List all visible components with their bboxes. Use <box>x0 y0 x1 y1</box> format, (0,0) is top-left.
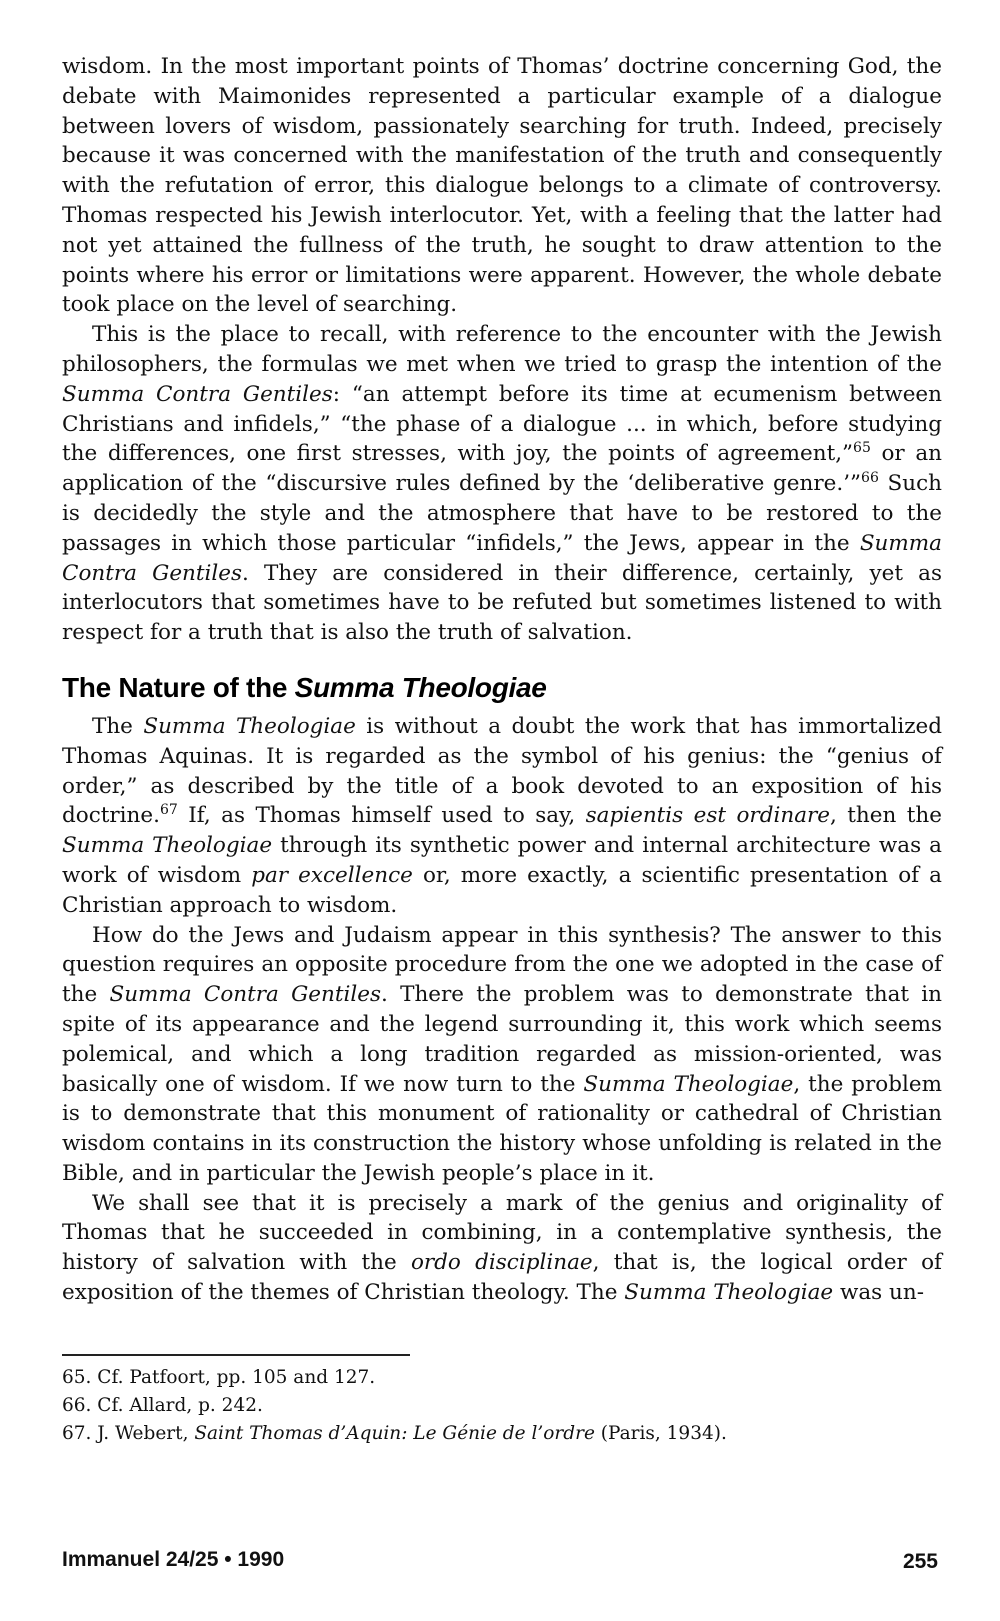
footnote-ref: 66 <box>861 470 879 486</box>
text-run: : “an attempt before its time at ecumenism between Christians and infidels,” “the phase of a dialogue ... in which, before studying the differences, one first stresses, with joy, the points of agreement,” <box>62 381 942 467</box>
footnote <box>62 1364 942 1392</box>
italic-text: Summa Theologiae <box>143 713 356 739</box>
text-run: We shall see that it is precisely a mark of the genius and originality of Thomas that he succeeded in combining, in a contemplative synthesis, the history of salvation with the <box>62 1190 942 1276</box>
text-run: was un- <box>833 1280 925 1306</box>
text-run: wisdom. In the most important points of Thomas’ doctrine concerning God, the debate with Maimonides represented a particular example of a dialogue between lovers of wisdom, passionately searching for truth. Indeed, precisely because it was concerned with the manifestation of the truth and consequently with the refutation of error, this dialogue belongs to a climate of controversy. Thomas respected his Jewish interlocutor. Yet, with a feeling that the latter had not yet attained the fullness of the truth, he sought to draw attention to the points where his error or limitations were apparent. However, the whole debate took place on the level of searching. <box>62 54 942 318</box>
footnote <box>62 1420 942 1448</box>
text-run: , then the <box>830 803 942 829</box>
section-heading <box>62 670 942 706</box>
paragraph <box>62 1189 942 1308</box>
text-run: , that is, the logical order of exposition of the themes of Christian theology. The <box>62 1250 942 1306</box>
italic-text: Summa Theologiae <box>62 833 273 859</box>
footnote-ref: 65 <box>853 440 871 457</box>
text-run: through its synthetic power and internal architecture was a work of wisdom <box>62 833 942 888</box>
text-run: How do the Jews and Judaism appear in this synthesis? The answer to this question requires an opposite procedure from the one we adopted in the case of the <box>62 922 942 1008</box>
italic-text: Summa Theologiae <box>583 1071 794 1097</box>
text-run: 67. J. Webert, <box>62 1423 195 1444</box>
footnote <box>62 1392 942 1420</box>
footnote-divider <box>62 1354 410 1356</box>
paragraphs-bottom <box>62 712 942 1308</box>
text-run: (Paris, 1934). <box>594 1423 727 1444</box>
text-run: is without a doubt the work that has immortalized Thomas Aquinas. It is regarded as the symbol of his genius: the “genius of order,” as described by the title of a book devoted to an exposition of his doctrine. <box>62 713 943 829</box>
text-run: The <box>92 713 144 739</box>
text-run: If, as Thomas himself used to say, <box>177 803 586 829</box>
italic-text: Summa Contra Gentiles <box>62 381 333 407</box>
footnotes <box>62 1364 942 1448</box>
text-run: or, more exactly, a scientific presentation of a Christian approach to wisdom. <box>62 862 943 918</box>
italic-text: ordo disciplinae <box>410 1250 593 1276</box>
text-run: 66. Cf. Allard, p. 242. <box>62 1395 263 1416</box>
italic-text: par excellence <box>251 862 413 888</box>
text-run: This is the place to recall, with reference to the encounter with the Jewish philosophers, the formulas we met when we tried to grasp the intention of the <box>62 322 942 377</box>
footnote-ref: 67 <box>159 802 178 819</box>
text-run: Such is decidedly the style and the atmosphere that have to be restored to the passages in which those particular “infidels,” the Jews, appear in the <box>62 471 942 556</box>
italic-text: Summa Theologiae <box>624 1280 834 1306</box>
section-heading-italic: Summa Theologiae <box>294 671 547 703</box>
italic-text: Summa Contra Gentiles <box>109 982 382 1008</box>
text-run: , the problem is to demonstrate that this monument of rationality or cathedral of Christian wisdom contains in its construction the history whose unfolding is related in the Bible, and in particular the Jewish people’s place in it. <box>62 1071 942 1186</box>
italic-text: Saint Thomas d’Aquin: Le Génie de l’ordre <box>194 1423 595 1444</box>
text-run: or an application of the “discursive rules defined by the ‘deliberative genre.’” <box>62 441 942 497</box>
paragraph <box>62 712 942 921</box>
paragraph <box>62 52 942 320</box>
text-run: 65. Cf. Patfoort, pp. 105 and 127. <box>62 1367 376 1388</box>
section-heading-plain: The Nature of the <box>62 671 295 703</box>
text-run: . They are considered in their difference, certainly, yet as interlocutors that sometimes have to be refuted but sometimes listened to with respect for a truth that is also the truth of salvation. <box>62 560 942 646</box>
italic-text: Summa Contra Gentiles <box>62 530 942 586</box>
paragraph <box>62 921 942 1189</box>
paragraph <box>62 320 942 648</box>
paragraphs-top <box>62 52 942 648</box>
page-number: 255 <box>902 1550 938 1573</box>
journal-footer: Immanuel 24/25 • 1990 <box>62 1548 285 1571</box>
body-text <box>62 52 942 1308</box>
text-run: . There the problem was to demonstrate that in spite of its appearance and the legend surrounding it, this work which seems polemical, and which a long tradition regarded as mission-oriented, was basically one of wisdom. If we now turn to the <box>62 982 943 1097</box>
italic-text: sapientis est ordinare <box>585 803 831 829</box>
